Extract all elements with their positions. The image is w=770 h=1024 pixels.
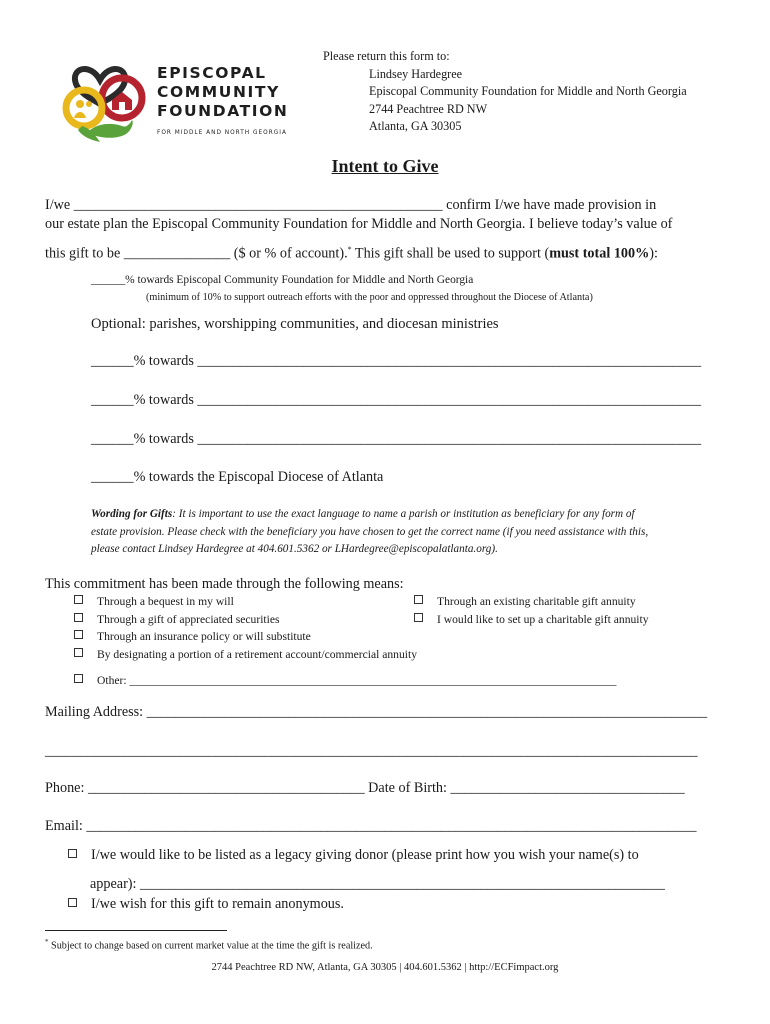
checkbox[interactable] bbox=[68, 898, 77, 907]
mailing-address-line-2[interactable]: ____________________________________________________________________________________________ bbox=[45, 743, 698, 759]
means-existing-annuity-label: Through an existing charitable gift annuity bbox=[437, 595, 636, 608]
intro-line-2: our estate plan the Episcopal Community Foundation for Middle and North Georgia. I believe today’s value of bbox=[45, 216, 673, 232]
anonymous-label: I/we wish for this gift to remain anonymous. bbox=[91, 896, 344, 912]
wording-text-3: please contact Lindsey Hardegree at 404.601.5362 or LHardegree@episcopalatlanta.org). bbox=[91, 543, 498, 555]
return-org: Episcopal Community Foundation for Middle and North Georgia bbox=[369, 84, 687, 98]
wording-for-gifts bbox=[91, 506, 731, 559]
means-securities[interactable] bbox=[74, 613, 280, 626]
footnote-rule bbox=[45, 930, 227, 931]
checkbox[interactable] bbox=[74, 613, 83, 622]
wording-text-1: : It is important to use the exact language to name a parish or institution as beneficiary for any form of bbox=[172, 508, 635, 520]
logo-wordmark bbox=[157, 64, 288, 136]
wording-label: Wording for Gifts bbox=[91, 508, 173, 520]
page-footer: 2744 Peachtree RD NW, Atlanta, GA 30305 | 404.601.5362 | http://ECFimpact.org bbox=[211, 962, 559, 973]
ecf-logo-mark bbox=[60, 56, 156, 144]
mailing-address-field[interactable]: Mailing Address: _______________________________________________________________________________ bbox=[45, 704, 708, 720]
checkbox[interactable] bbox=[68, 849, 77, 858]
means-insurance[interactable] bbox=[74, 630, 311, 643]
means-retirement-label: By designating a portion of a retirement account/commercial annuity bbox=[97, 648, 418, 661]
means-bequest-label: Through a bequest in my will bbox=[97, 595, 234, 608]
legacy-name-field[interactable]: appear): __________________________________________________________________________ bbox=[90, 876, 665, 892]
footnote-ref: * bbox=[347, 245, 352, 254]
intro-support-text: This gift shall be used to support ( bbox=[351, 245, 550, 262]
ecf-minimum-note: (minimum of 10% to support outreach efforts with the poor and oppressed throughout the Diocese of Atlanta) bbox=[146, 292, 593, 303]
checkbox[interactable] bbox=[74, 674, 83, 683]
wording-text-2: estate provision. Please check with the beneficiary you have chosen to get the correct name (if you need assistance with this, bbox=[91, 525, 649, 538]
intro-line-3 bbox=[45, 245, 658, 263]
return-heading: Please return this form to: bbox=[323, 49, 450, 63]
means-other-label: Other: ____________________________________________________________________________________ bbox=[97, 674, 617, 687]
checkbox[interactable] bbox=[74, 595, 83, 604]
checkbox[interactable] bbox=[414, 613, 423, 622]
checkbox[interactable] bbox=[414, 595, 423, 604]
means-bequest[interactable] bbox=[74, 595, 234, 608]
legacy-donor-option[interactable] bbox=[68, 847, 639, 864]
means-heading: This commitment has been made through the following means: bbox=[45, 576, 404, 592]
return-street: 2744 Peachtree RD NW bbox=[369, 101, 488, 116]
means-insurance-label: Through an insurance policy or will substitute bbox=[97, 630, 311, 643]
return-address bbox=[323, 48, 687, 136]
phone-dob-field[interactable]: Phone: _______________________________________ Date of Birth: _________________________________ bbox=[45, 780, 685, 796]
checkbox[interactable] bbox=[74, 630, 83, 639]
logo-line-3: FOUNDATION bbox=[157, 102, 289, 120]
towards-line-1[interactable]: ______% towards _______________________________________________________________________ bbox=[91, 353, 702, 369]
footnote-text: Subject to change based on current market value at the time the gift is realized. bbox=[48, 940, 373, 952]
footnote-mark: * bbox=[45, 938, 49, 946]
intro-end: ): bbox=[649, 245, 658, 262]
towards-line-3[interactable]: ______% towards _______________________________________________________________________ bbox=[91, 431, 702, 447]
optional-heading: Optional: parishes, worshipping communities, and diocesan ministries bbox=[91, 316, 499, 332]
logo-line-2: COMMUNITY bbox=[157, 83, 280, 101]
email-field[interactable]: Email: ______________________________________________________________________________________ bbox=[45, 818, 697, 834]
diocese-allocation-line[interactable]: ______% towards the Episcopal Diocese of Atlanta bbox=[91, 469, 384, 485]
logo-line-1: EPISCOPAL bbox=[157, 64, 267, 82]
return-city: Atlanta, GA 30305 bbox=[369, 119, 462, 133]
checkbox[interactable] bbox=[74, 648, 83, 657]
anonymous-option[interactable] bbox=[68, 896, 344, 913]
ecf-logo bbox=[60, 56, 300, 148]
intro-line-1: I/we ____________________________________________________ confirm I/we have made provision in bbox=[45, 197, 657, 213]
means-securities-label: Through a gift of appreciated securities bbox=[97, 613, 280, 626]
means-new-annuity-label: I would like to set up a charitable gift annuity bbox=[437, 613, 649, 626]
form-title: Intent to Give bbox=[331, 156, 439, 176]
footnote bbox=[45, 938, 373, 951]
legacy-donor-label: I/we would like to be listed as a legacy giving donor (please print how you wish your name(s) to bbox=[91, 847, 639, 863]
must-total-text: must total 100% bbox=[549, 245, 650, 262]
means-existing-annuity[interactable] bbox=[414, 595, 636, 608]
ecf-allocation-line[interactable]: ______% towards Episcopal Community Foundation for Middle and North Georgia bbox=[91, 274, 474, 286]
logo-tagline: FOR MIDDLE AND NORTH GEORGIA bbox=[157, 130, 287, 136]
means-other[interactable] bbox=[74, 674, 616, 687]
towards-line-2[interactable]: ______% towards _______________________________________________________________________ bbox=[91, 392, 702, 408]
return-name: Lindsey Hardegree bbox=[369, 66, 463, 81]
means-retirement[interactable] bbox=[74, 648, 417, 661]
means-new-annuity[interactable] bbox=[414, 613, 649, 626]
intro-value-blank: this gift to be _______________ ($ or % of account). bbox=[45, 245, 348, 262]
